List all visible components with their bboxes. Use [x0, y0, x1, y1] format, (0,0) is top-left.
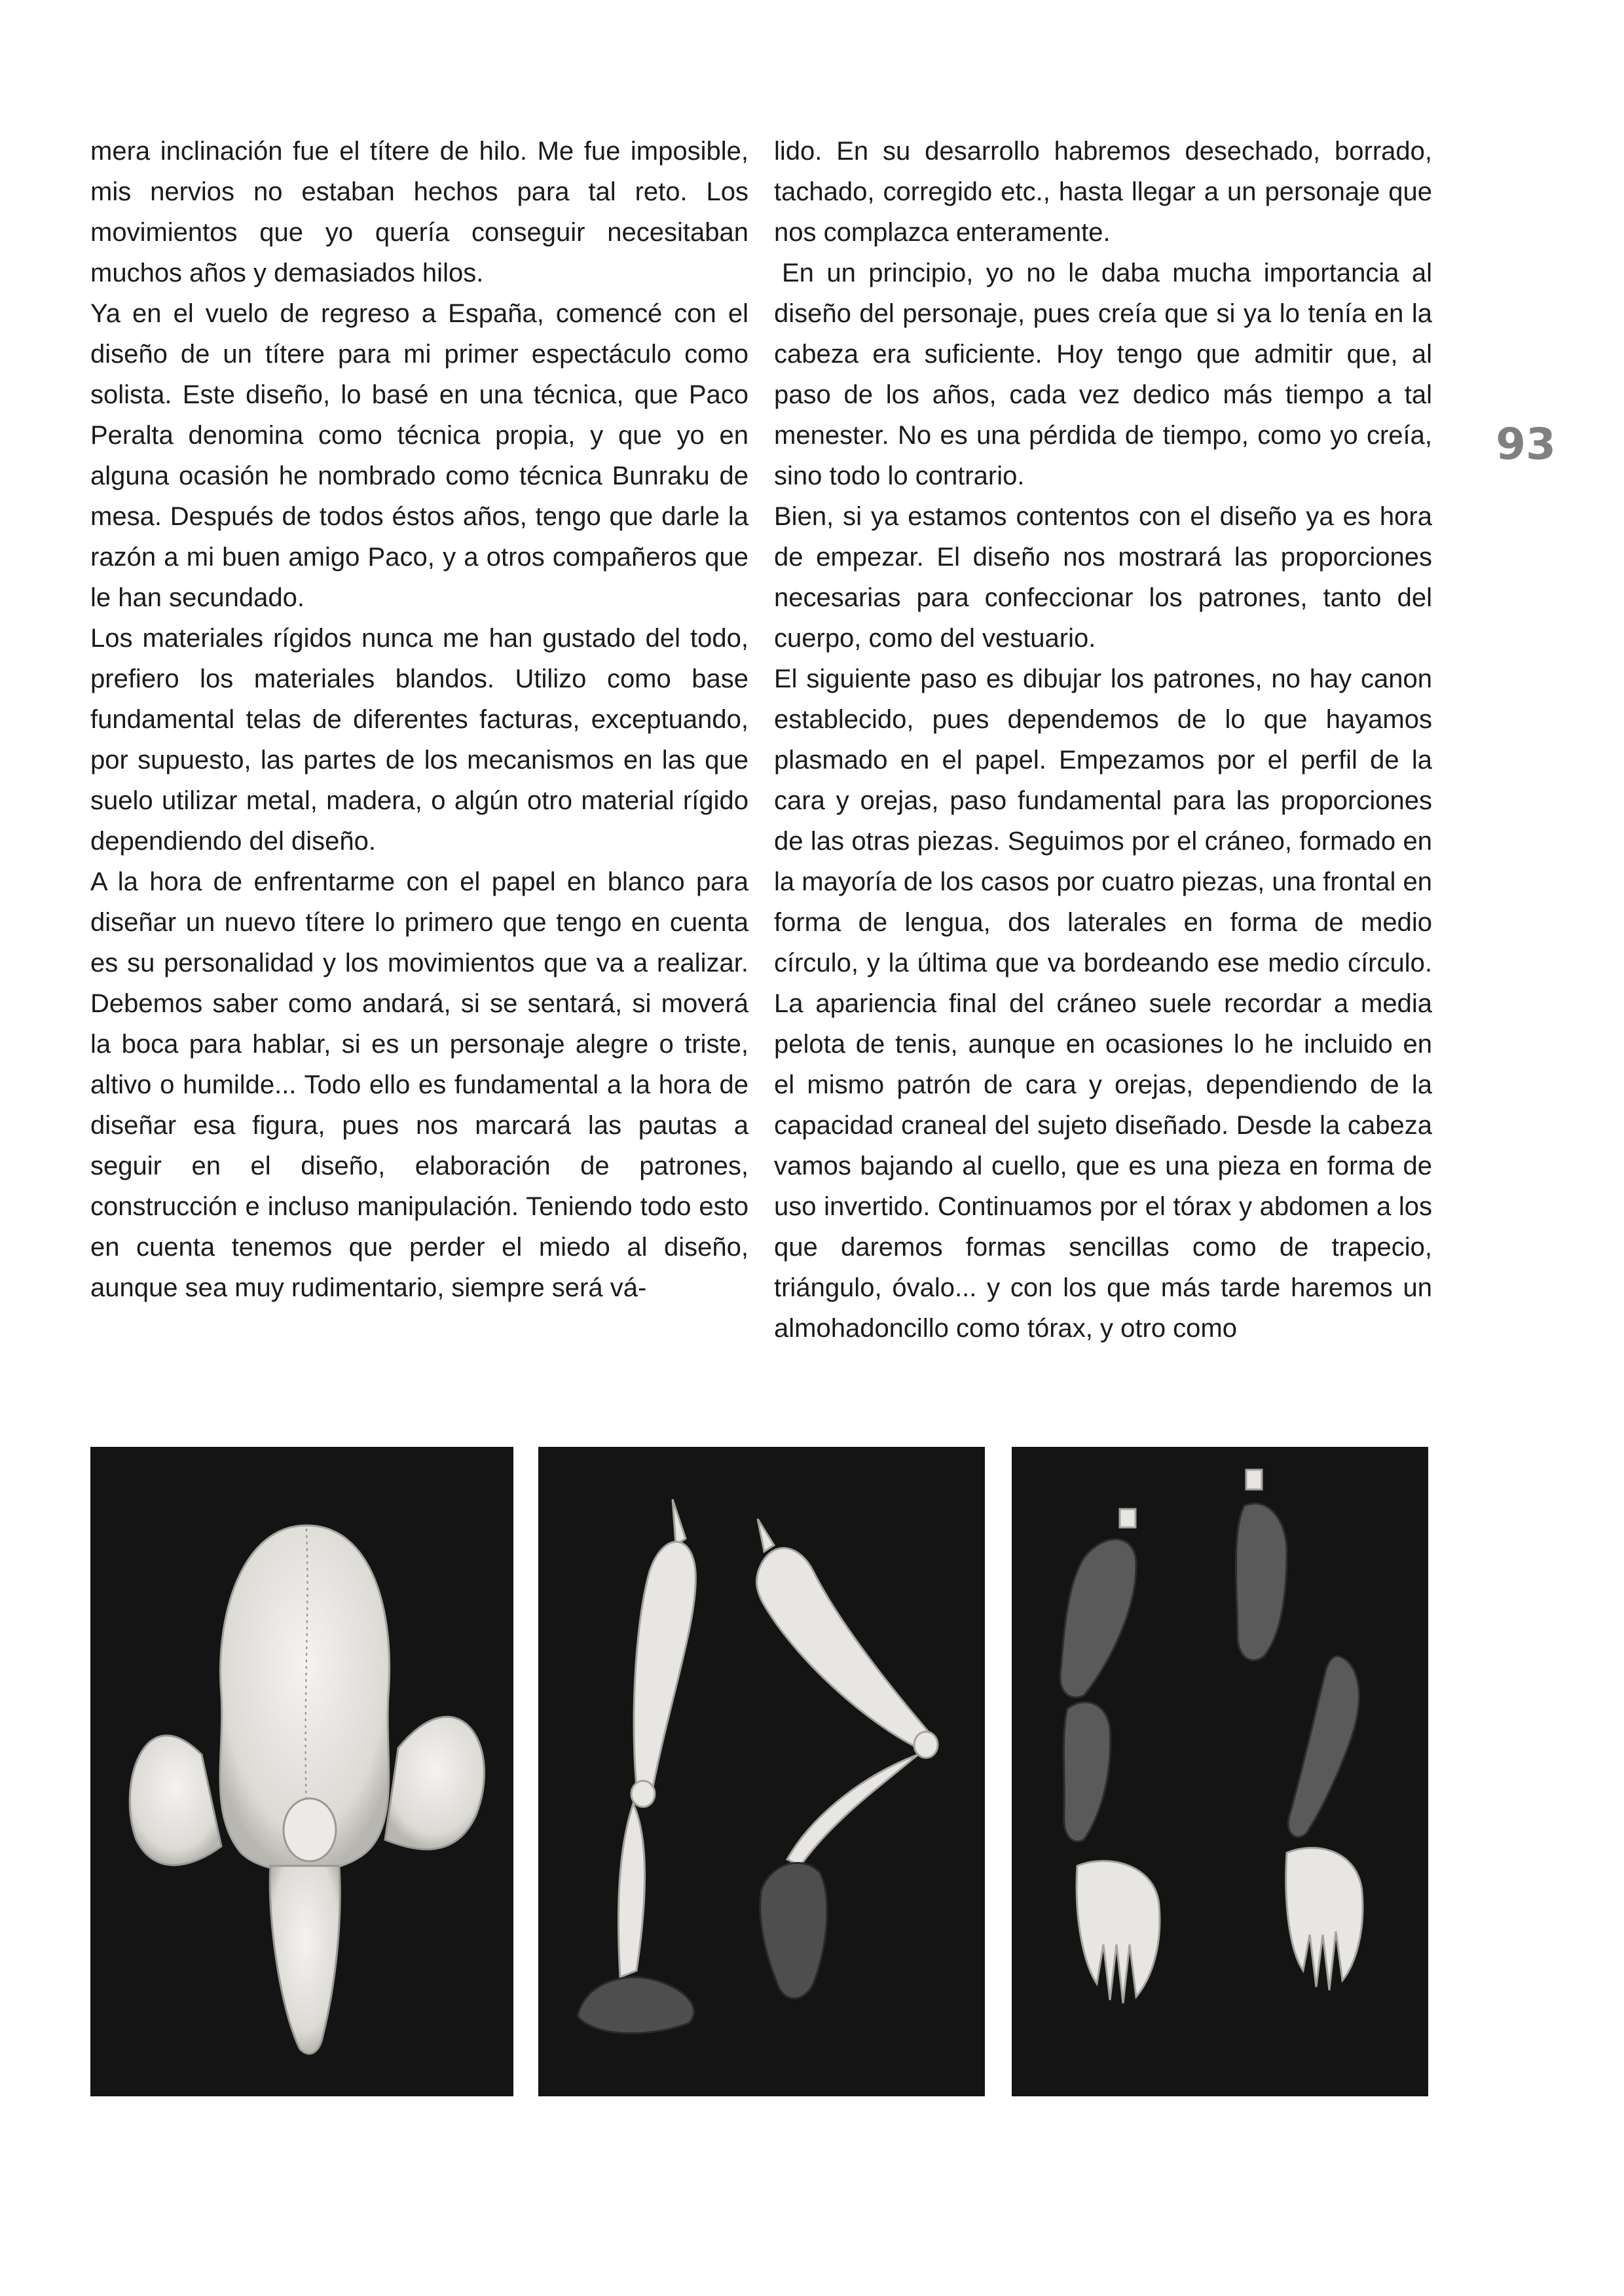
paragraph: El siguiente paso es dibujar los patrones, no hay canon establecido, pues dependemos de lo que hayamos plasmado en el papel. Empezamos por el perfil de la cara y orejas, paso fundamental para las proporciones de las otras piezas. Seguimos por el cráneo, formado en la mayoría de los casos por cuatro piezas, una frontal en forma de lengua, dos laterales en forma de medio círculo, y la última que va bordeando ese medio círculo. La apariencia final del cráneo suele recordar a media pelota de tenis, aunque en ocasiones lo he incluido en el mismo patrón de cara y orejas, dependiendo de la capacidad craneal del sujeto diseñado. Desde la cabeza vamos bajando al cuello, que es una pieza en forma de uso invertido. Continuamos por el tórax y abdomen a los que daremos formas sencillas como de trapecio, triángulo, óvalo... y con los que más tarde haremos un almohadoncillo como tórax, y otro como — [774, 665, 1432, 1343]
paragraph: En un principio, yo no le daba mucha importancia al diseño del personaje, pues creía que si ya lo tenía en la cabeza era suficiente. Hoy tengo que admitir que, al paso de los años, cada vez dedico más tiempo a tal menester. No es una pérdida de tiempo, como yo creía, sino todo lo contrario. — [774, 259, 1432, 490]
photo-puppet-legs — [538, 1447, 985, 2096]
paragraph: Bien, si ya estamos contentos con el diseño ya es hora de empezar. El diseño nos mostrará las proporciones necesarias para confeccionar los patrones, tanto del cuerpo, como del vestuario. — [774, 502, 1432, 653]
paragraph: lido. En su desarrollo habremos desechado, borrado, tachado, corregido etc., hasta llegar a un personaje que nos complazca enteramente. — [774, 137, 1432, 247]
photo-puppet-arms — [1012, 1447, 1428, 2096]
paragraph: Ya en el vuelo de regreso a España, comencé con el diseño de un títere para mi primer espectáculo como solista. Este diseño, lo basé en una técnica, que Paco Peralta denomina como técnica propia, y que yo en alguna ocasión he nombrado como técnica Bunraku de mesa. Después de todos éstos años, tengo que darle la razón a mi buen amigo Paco, y a otros compañeros que le han secundado. — [90, 299, 748, 612]
text-column-right — [774, 131, 1432, 1349]
paragraph: mera inclinación fue el títere de hilo. Me fue imposible, mis nervios no estaban hechos para tal reto. Los movimientos que yo quería conseguir necesitaban muchos años y demasiados hilos. — [90, 137, 748, 287]
puppet-arms-icon — [1012, 1447, 1428, 2096]
puppet-legs-icon — [538, 1447, 985, 2096]
text-column-left — [90, 131, 748, 1308]
page-number: 93 — [1496, 419, 1556, 469]
photo-puppet-head — [90, 1447, 513, 2096]
paragraph: A la hora de enfrentarme con el papel en blanco para diseñar un nuevo títere lo primero que tengo en cuenta es su personalidad y los movimientos que va a realizar. Debemos saber como andará, si se sentará, si moverá la boca para hablar, si es un personaje alegre o triste, altivo o humilde... Todo ello es fundamental a la hora de diseñar esa figura, pues nos marcará las pautas a seguir en el diseño, elaboración de patrones, construcción e incluso manipulación. Teniendo todo esto en cuenta tenemos que perder el miedo al diseño, aunque sea muy rudimentario, siempre será vá- — [90, 867, 748, 1302]
paragraph: Los materiales rígidos nunca me han gustado del todo, prefiero los materiales blandos. Utilizo como base fundamental telas de diferentes facturas, exceptuando, por supuesto, las partes de los mecanismos en las que suelo utilizar metal, madera, o algún otro material rígido dependiendo del diseño. — [90, 624, 748, 856]
puppet-head-icon — [90, 1447, 513, 2096]
